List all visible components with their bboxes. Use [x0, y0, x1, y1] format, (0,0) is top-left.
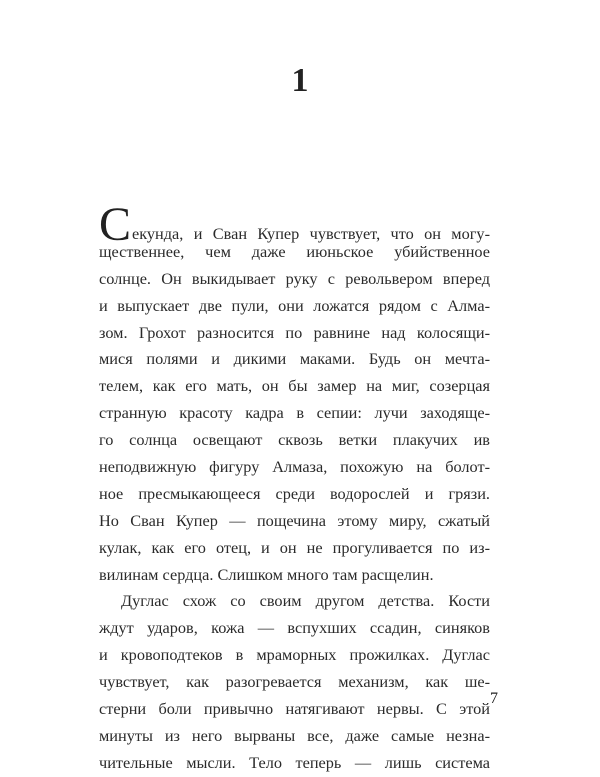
text-line: странную красоту кадра в сепии: лучи заходяще-: [99, 403, 490, 423]
drop-cap: С: [99, 198, 132, 251]
text-line: минуты из него вырваны все, даже самые незна-: [99, 725, 490, 745]
text-line: кулак, как его отец, и он не прогуливается по из-: [99, 537, 490, 557]
text-line: Но Сван Купер — пощечина этому миру, сжатый: [99, 510, 490, 530]
text-line: и кровоподтеков в мраморных прожилках. Дуглас: [99, 645, 490, 665]
text-line: телем, как его мать, он бы замер на миг, созерцая: [99, 376, 490, 396]
text-line: щественнее, чем даже июньское убийственное: [99, 241, 490, 261]
text-line: мися полями и дикими маками. Будь он мечта-: [99, 349, 490, 369]
text-line: ное пресмыкающееся среди водорослей и грязи.: [99, 483, 490, 503]
text-line: солнце. Он выкидывает руку с револьвером вперед: [99, 268, 490, 288]
text-line: и выпускает две пули, они ложатся рядом с Алма-: [99, 295, 490, 315]
text-line: зом. Грохот разносится по равнине над колосящи-: [99, 322, 490, 342]
body-text: [99, 198, 490, 777]
text-line: стерни боли привычно натягивают нервы. С этой: [99, 699, 490, 719]
page-number: 7: [490, 690, 498, 707]
text-line: чительные мысли. Тело теперь — лишь система: [99, 752, 490, 772]
text-line: го солнца освещают сквозь ветки плакучих ив: [99, 430, 490, 450]
text-line: неподвижную фигуру Алмаза, похожую на болот-: [99, 457, 490, 477]
text-line: чувствует, как разогревается механизм, как ше-: [99, 672, 490, 692]
text-line: вилинам сердца. Слишком много там расщелин.: [99, 564, 434, 584]
chapter-number: 1: [291, 62, 309, 99]
paragraph-2: [99, 588, 490, 776]
text-line: Секунда, и Сван Купер чувствует, что он могу-: [99, 198, 490, 251]
text-line: ждут ударов, кожа — вспухших ссадин, синяков: [99, 618, 490, 638]
paragraph-1: [99, 198, 490, 588]
text-line: Дуглас схож со своим другом детства. Кости: [121, 591, 490, 611]
